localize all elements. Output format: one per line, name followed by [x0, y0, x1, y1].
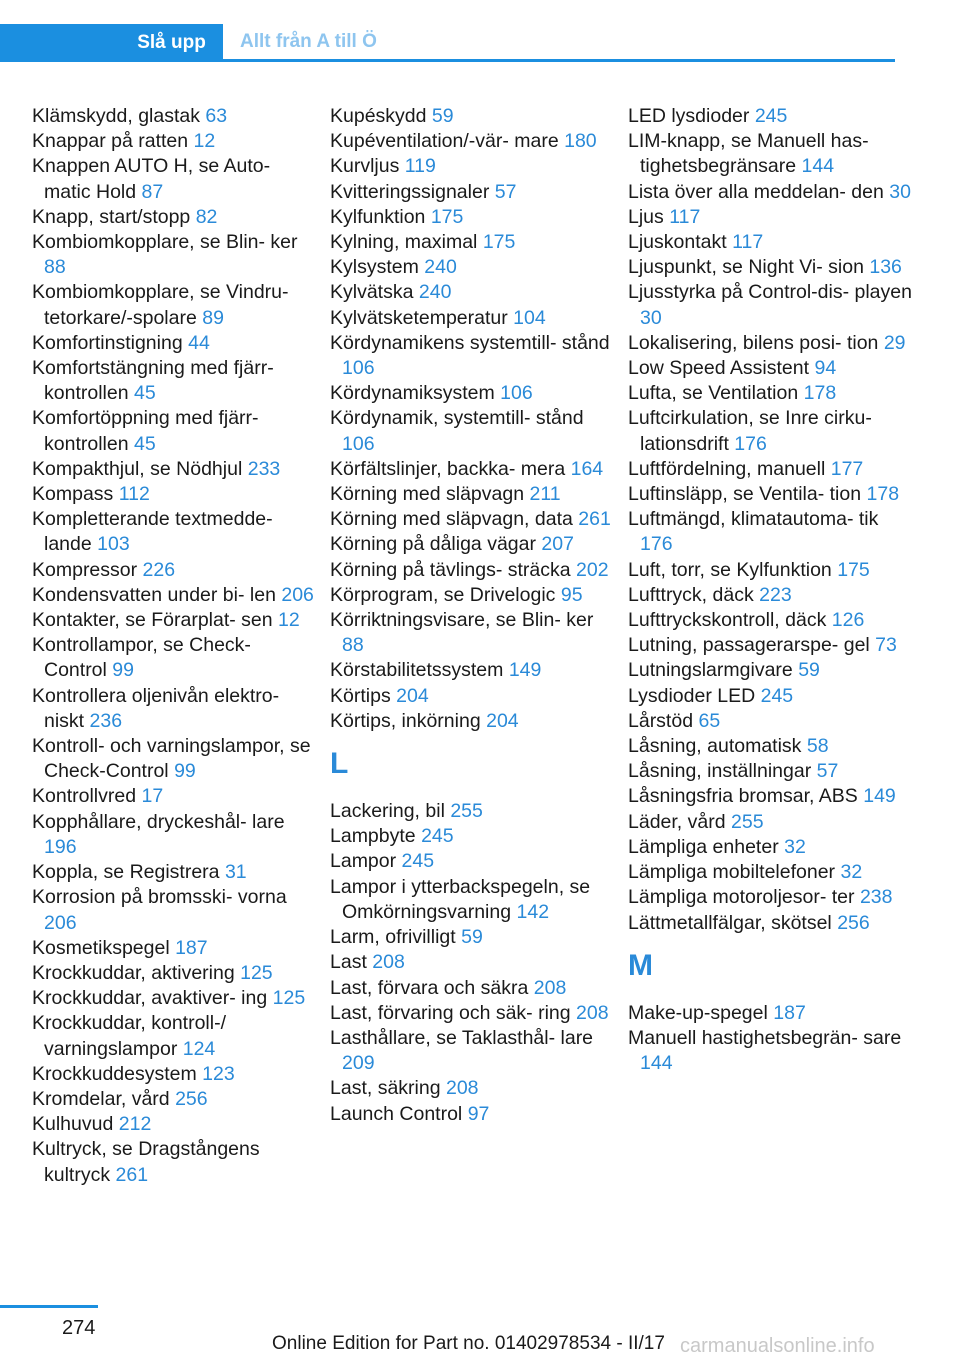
tab-lookup[interactable]: Slå upp	[0, 24, 223, 62]
page-link[interactable]: 208	[576, 1001, 609, 1024]
page-link[interactable]: 256	[175, 1087, 208, 1110]
index-entry-text: Komfortstängning med fjärr‐ kontrollen	[32, 357, 274, 405]
index-entry-text: Kördynamik, systemtill‐ stånd	[330, 407, 584, 430]
index-entry-text: Kylsystem	[330, 256, 419, 279]
index-entry-text: Kopphållare, dryckeshål‐ lare	[32, 810, 285, 833]
page-link[interactable]: 149	[863, 785, 896, 808]
index-entry-text: Kördynamiksystem	[330, 382, 495, 405]
page-link[interactable]: 206	[44, 911, 77, 934]
page-link[interactable]: 88	[342, 634, 364, 657]
index-entry-text: Lämpliga enheter	[628, 835, 779, 858]
index-letter-heading: L	[330, 747, 349, 781]
index-entry-text: LED lysdioder	[628, 105, 750, 127]
watermark: carmanualsonline.info	[680, 1335, 875, 1357]
index-entry-text: Krockkuddar, aktivering	[32, 961, 235, 984]
index-entry	[32, 936, 317, 961]
page-link[interactable]: 238	[859, 886, 893, 909]
index-entry-text: Ljus	[628, 205, 664, 228]
page-link[interactable]: 57	[816, 760, 839, 783]
index-entry	[32, 230, 317, 280]
index-entry	[32, 986, 317, 1011]
page-link[interactable]: 99	[112, 659, 134, 682]
page-link[interactable]: 208	[533, 976, 567, 999]
page-link[interactable]: 29	[883, 331, 906, 354]
page-link[interactable]: 175	[837, 558, 870, 581]
page-link[interactable]: 196	[44, 835, 77, 858]
page-link[interactable]: 65	[698, 709, 721, 732]
page-link[interactable]: 32	[840, 861, 863, 884]
page-link[interactable]: 12	[193, 130, 216, 153]
page-link[interactable]: 187	[773, 1001, 806, 1024]
page-link[interactable]: 226	[142, 558, 176, 581]
page-link[interactable]: 144	[640, 1052, 673, 1075]
index-entry-text: Lampor i ytterbackspegeln, se Omkörningsvarning	[330, 875, 591, 923]
index-entry-text: Kontrollvred	[32, 785, 137, 808]
index-entry	[330, 180, 615, 205]
index-entry-text: Krockkuddesystem	[32, 1062, 197, 1085]
index-entry-text: Körprogram, se Drivelogic	[330, 583, 556, 606]
index-entry	[330, 331, 615, 381]
index-entry	[32, 457, 317, 482]
page-link[interactable]: 106	[342, 357, 375, 380]
page-link[interactable]: 103	[97, 533, 130, 556]
index-entry-text: Ljuspunkt, se Night Vi‐ sion	[628, 256, 864, 279]
index-entry	[330, 1026, 615, 1076]
index-entry	[32, 885, 317, 935]
index-entry-text: Kombiomkopplare, se Vindru‐ tetorkare/-spolare	[32, 281, 289, 329]
index-entry	[330, 1001, 615, 1026]
index-entry-text: Körning med släpvagn, data	[330, 508, 573, 531]
page-link[interactable]: 178	[866, 483, 900, 506]
page-link[interactable]: 177	[830, 457, 864, 480]
page-link[interactable]: 63	[205, 105, 228, 127]
page-link[interactable]: 211	[529, 483, 561, 506]
index-entry-text: Last	[330, 951, 367, 974]
index-entry-text: Kosmetikspegel	[32, 936, 170, 959]
page-link[interactable]: 104	[513, 306, 546, 329]
page-link[interactable]: 164	[570, 457, 604, 480]
page-link[interactable]: 208	[372, 951, 405, 974]
page-link[interactable]: 245	[754, 105, 788, 127]
index-entry	[32, 784, 317, 809]
index-entry	[628, 356, 913, 381]
page-link[interactable]: 59	[461, 926, 483, 949]
index-entry-text: Körstabilitetssystem	[330, 659, 504, 682]
index-entry	[628, 608, 913, 633]
index-entry	[330, 824, 615, 849]
index-entry-text: Last, säkring	[330, 1077, 441, 1100]
index-entry	[32, 1112, 317, 1137]
page-link[interactable]: 208	[445, 1077, 479, 1100]
index-entry	[330, 925, 615, 950]
index-entry-text: Komfortinstigning	[32, 331, 183, 354]
index-entry-text: Knapp, start/stopp	[32, 205, 191, 228]
index-entry-text: Kylning, maximal	[330, 231, 478, 254]
page-link[interactable]: 236	[89, 709, 123, 732]
page-link[interactable]: 59	[798, 659, 820, 682]
index-entry	[628, 784, 913, 809]
page-link[interactable]: 97	[467, 1102, 490, 1125]
index-entry-text: Luftcirkulation, se Inre cirku‐ lationsdrift	[628, 407, 872, 455]
index-entry	[330, 381, 615, 406]
index-entry-text: Last, förvaring och säk‐ ring	[330, 1001, 571, 1024]
index-entry	[330, 608, 615, 658]
index-entry-text: Lasthållare, se Taklasthål‐ lare	[330, 1026, 594, 1049]
index-entry	[32, 129, 317, 154]
page-link[interactable]: 117	[669, 205, 701, 228]
index-entry	[330, 1076, 615, 1101]
index-entry	[628, 406, 913, 456]
index-entry	[628, 507, 913, 557]
index-entry	[32, 1137, 317, 1187]
index-entry	[628, 658, 913, 683]
index-entry	[628, 180, 913, 205]
index-entry	[330, 875, 615, 925]
index-entry	[330, 205, 615, 230]
index-column-2	[330, 104, 615, 1127]
page-link[interactable]: 126	[831, 609, 865, 632]
index-entry-text: Låsningsfria bromsar, ABS	[628, 785, 858, 808]
index-entry	[628, 1026, 913, 1076]
index-entry-text: Klämskydd, glastak	[32, 105, 200, 127]
page-link[interactable]: 144	[801, 155, 835, 178]
index-entry	[32, 280, 317, 330]
index-entry	[330, 406, 615, 456]
page-link[interactable]: 106	[500, 382, 533, 405]
header-bar	[0, 24, 895, 62]
index-entry-text: Lokalisering, bilens posi‐ tion	[628, 331, 879, 354]
index-entry	[628, 835, 913, 860]
tab-a-to-z[interactable]: Allt från A till Ö	[240, 30, 377, 52]
index-entry	[628, 583, 913, 608]
index-entry	[32, 684, 317, 734]
page-link[interactable]: 204	[486, 709, 519, 732]
index-entry	[628, 734, 913, 759]
index-entry	[628, 230, 913, 255]
page-link[interactable]: 206	[281, 583, 314, 606]
page-link[interactable]: 45	[133, 382, 156, 405]
page-link[interactable]: 202	[576, 558, 609, 581]
index-entry-text: Körriktningsvisare, se Blin‐ ker	[330, 609, 594, 632]
index-entry	[32, 406, 317, 456]
page-link[interactable]: 149	[508, 659, 542, 682]
index-entry-text: Ljusstyrka på Control-dis‐ playen	[628, 281, 912, 304]
index-entry-text: Kromdelar, vård	[32, 1087, 170, 1110]
page-link[interactable]: 73	[875, 634, 897, 657]
page-link[interactable]: 12	[278, 609, 300, 632]
index-entry	[330, 658, 615, 683]
index-entry-text: Lista över alla meddelan‐ den	[628, 180, 884, 203]
page-link[interactable]: 94	[814, 357, 837, 380]
page-link[interactable]: 59	[431, 105, 454, 127]
header-divider	[0, 59, 895, 62]
page-link[interactable]: 261	[115, 1163, 149, 1186]
index-entry	[32, 860, 317, 885]
index-entry-text: Lämpliga motoroljesor‐ ter	[628, 886, 855, 909]
index-entry	[330, 306, 615, 331]
page-link[interactable]: 187	[175, 936, 208, 959]
index-entry	[628, 482, 913, 507]
index-entry	[628, 911, 913, 936]
index-entry	[32, 205, 317, 230]
page-link[interactable]: 178	[803, 382, 837, 405]
index-entry-text: Knappar på ratten	[32, 130, 189, 153]
page-link[interactable]: 88	[44, 256, 66, 279]
index-entry	[628, 381, 913, 406]
page-link[interactable]: 95	[560, 583, 583, 606]
index-entry-text: Körning på tävlings‐ sträcka	[330, 558, 571, 581]
index-entry	[628, 810, 913, 835]
page-link[interactable]: 117	[732, 231, 764, 254]
index-entry	[330, 583, 615, 608]
index-entry-text: Kvitteringssignaler	[330, 180, 490, 203]
index-entry	[32, 633, 317, 683]
page-link[interactable]: 32	[784, 835, 806, 858]
page-link[interactable]: 212	[118, 1113, 152, 1136]
index-entry	[628, 255, 913, 280]
page-link[interactable]: 142	[516, 900, 550, 923]
index-entry	[330, 709, 615, 734]
page-link[interactable]: 99	[174, 760, 196, 783]
index-entry-text: Lämpliga mobiltelefoner	[628, 861, 836, 884]
index-entry	[32, 810, 317, 860]
page-link[interactable]: 223	[759, 583, 792, 606]
index-entry-text: Kupéventilation/-vär‐ mare	[330, 130, 559, 153]
index-entry	[330, 280, 615, 305]
index-entry	[628, 558, 913, 583]
index-entry	[330, 950, 615, 975]
index-entry-text: Larm, ofrivilligt	[330, 926, 456, 949]
edition-text: Online Edition for Part no. 01402978534 - II/17	[272, 1333, 665, 1354]
page-link[interactable]: 245	[760, 684, 794, 707]
index-entry-text: Kupéskydd	[330, 105, 427, 127]
index-entry-text: Lufta, se Ventilation	[628, 382, 799, 405]
index-letter-heading: M	[628, 948, 653, 982]
index-entry-text: Körtips	[330, 684, 391, 707]
index-entry-text: Make-up-spegel	[628, 1001, 768, 1024]
index-entry-text: Kylvätska	[330, 281, 414, 304]
index-entry-text: Lampor	[330, 850, 397, 873]
index-entry-text: Lufttryckskontroll, däck	[628, 609, 827, 632]
index-entry	[330, 976, 615, 1001]
page-link[interactable]: 125	[240, 961, 273, 984]
page-link[interactable]: 175	[482, 231, 516, 254]
index-entry	[330, 558, 615, 583]
index-entry	[330, 154, 615, 179]
index-entry-text: Low Speed Assistent	[628, 357, 810, 380]
index-entry-text: Körtips, inkörning	[330, 709, 481, 732]
index-entry-text: Kondensvatten under bi‐ len	[32, 583, 276, 606]
index-entry-text: Luft, torr, se Kylfunktion	[628, 558, 832, 581]
index-entry-text: Luftfördelning, manuell	[628, 457, 826, 480]
index-entry	[628, 205, 913, 230]
index-entry-text: Kompressor	[32, 558, 138, 581]
page-link[interactable]: 89	[202, 306, 224, 329]
page-link[interactable]: 136	[869, 256, 902, 279]
index-entry-text: Kompletterande textmedde‐ lande	[32, 508, 273, 556]
index-entry	[628, 280, 913, 330]
index-entry-text: Lufttryck, däck	[628, 583, 754, 606]
page-link[interactable]: 233	[247, 457, 281, 480]
index-entry-text: Kontrollampor, se Check- Control	[32, 634, 251, 682]
index-entry	[32, 583, 317, 608]
page-link[interactable]: 245	[421, 825, 454, 848]
index-entry-text: Lättmetallfälgar, skötsel	[628, 911, 832, 934]
index-entry	[32, 734, 317, 784]
index-entry	[330, 507, 615, 532]
index-entry	[628, 885, 913, 910]
index-entry	[32, 558, 317, 583]
page-link[interactable]: 45	[133, 432, 156, 455]
page-link[interactable]: 256	[837, 911, 870, 934]
index-entry-text: Lampbyte	[330, 825, 416, 848]
page-link[interactable]: 57	[494, 180, 517, 203]
index-entry-text: Krockkuddar, kontroll-/ varningslampor	[32, 1012, 227, 1060]
index-entry-text: Lutning, passagerarspe‐ gel	[628, 634, 870, 657]
index-entry-text: Låsning, inställningar	[628, 760, 812, 783]
index-entry	[330, 457, 615, 482]
index-entry	[330, 255, 615, 280]
index-entry	[330, 129, 615, 154]
index-entry-text: Kulhuvud	[32, 1113, 114, 1136]
page-link[interactable]: 125	[272, 987, 306, 1010]
index-entry-text: Luftinsläpp, se Ventila‐ tion	[628, 483, 862, 506]
index-entry-text: Kultryck, se Dragstångens kultryck	[32, 1138, 260, 1186]
page-link[interactable]: 124	[182, 1037, 216, 1060]
index-entry	[330, 482, 615, 507]
index-entry	[628, 633, 913, 658]
index-entry-text: Läder, vård	[628, 810, 726, 833]
index-entry	[32, 608, 317, 633]
index-entry	[628, 684, 913, 709]
index-entry-text: Last, förvara och säkra	[330, 976, 529, 999]
page-link[interactable]: 204	[396, 684, 429, 707]
index-entry-text: Manuell hastighetsbegrän‐ sare	[628, 1026, 902, 1049]
index-entry-text: Luftmängd, klimatautoma‐ tik	[628, 508, 879, 531]
index-entry	[628, 860, 913, 885]
index-entry-text: Körning på dåliga vägar	[330, 533, 536, 556]
index-entry	[32, 1011, 317, 1061]
page-link[interactable]: 207	[541, 533, 574, 556]
page-link[interactable]: 44	[188, 331, 210, 354]
index-entry-text: Launch Control	[330, 1102, 463, 1125]
page-link[interactable]: 240	[418, 281, 452, 304]
index-entry	[330, 104, 615, 129]
page-link[interactable]: 240	[424, 256, 457, 279]
page-link[interactable]: 58	[806, 735, 829, 758]
index-entry	[32, 104, 317, 129]
index-entry	[330, 849, 615, 874]
page-link[interactable]: 112	[118, 483, 150, 506]
page-link[interactable]: 176	[640, 533, 673, 556]
index-entry-text: Kompass	[32, 483, 114, 506]
page-link[interactable]: 176	[734, 432, 767, 455]
index-entry-text: Lysdioder LED	[628, 684, 756, 707]
index-entry	[32, 154, 317, 204]
index-entry-text: Körfältslinjer, backka‐ mera	[330, 457, 566, 480]
index-entry-text: Lutningslarmgivare	[628, 659, 793, 682]
index-entry	[628, 1001, 913, 1026]
index-entry-text: Kylfunktion	[330, 205, 426, 228]
index-entry	[628, 759, 913, 784]
index-entry	[628, 129, 913, 179]
index-entry-text: Kontroll- och varningslampor, se Check-Control	[32, 735, 311, 783]
page-link[interactable]: 180	[564, 130, 597, 153]
page-link[interactable]: 87	[141, 180, 164, 203]
footer-divider	[0, 1305, 98, 1308]
index-entry-text: Kombiomkopplare, se Blin‐ ker	[32, 231, 298, 254]
index-entry	[32, 507, 317, 557]
index-entry	[32, 331, 317, 356]
index-entry-text: Krockkuddar, avaktiver‐ ing	[32, 987, 268, 1010]
page-link[interactable]: 82	[195, 205, 218, 228]
index-entry	[32, 356, 317, 406]
index-entry	[628, 331, 913, 356]
index-entry-text: Koppla, se Registrera	[32, 861, 220, 884]
page-link[interactable]: 31	[224, 861, 247, 884]
index-entry	[628, 709, 913, 734]
index-entry-text: Kontakter, se Förarplat‐ sen	[32, 609, 273, 632]
index-entry-text: Kompakthjul, se Nödhjul	[32, 457, 243, 480]
index-entry	[330, 1102, 615, 1127]
page-link[interactable]: 175	[430, 205, 464, 228]
index-entry-text: Kurvljus	[330, 155, 400, 178]
page-link[interactable]: 209	[342, 1052, 375, 1075]
page-link[interactable]: 245	[401, 850, 435, 873]
page-link[interactable]: 17	[141, 785, 164, 808]
index-entry-text: Lårstöd	[628, 709, 694, 732]
page-link[interactable]: 30	[640, 306, 662, 329]
index-entry-text: Ljuskontakt	[628, 231, 727, 254]
index-entry	[330, 230, 615, 255]
index-entry-text: Kylvätsketemperatur	[330, 306, 508, 329]
page-link[interactable]: 255	[731, 810, 764, 833]
index-entry-text: Kontrollera oljenivån elektro‐ niskt	[32, 684, 280, 732]
index-entry-text: Körning med släpvagn	[330, 483, 525, 506]
index-entry	[330, 799, 615, 824]
index-entry	[32, 1087, 317, 1112]
page-link[interactable]: 261	[578, 508, 611, 531]
index-entry-text: Låsning, automatisk	[628, 735, 802, 758]
index-entry	[32, 1062, 317, 1087]
index-entry-text: Knappen AUTO H, se Auto‐ matic Hold	[32, 155, 271, 203]
index-entry	[32, 482, 317, 507]
page-link[interactable]: 106	[342, 432, 375, 455]
page-link[interactable]: 30	[889, 180, 911, 203]
index-entry	[32, 961, 317, 986]
index-entry-text: Korrosion på bromsski‐ vorna	[32, 886, 287, 909]
page-number: 274	[62, 1317, 96, 1339]
page-link[interactable]: 123	[202, 1062, 235, 1085]
index-column-1	[32, 104, 317, 1188]
page-link[interactable]: 255	[450, 800, 483, 823]
index-entry-text: Kördynamikens systemtill‐ stånd	[330, 331, 610, 354]
index-entry	[628, 457, 913, 482]
index-entry-text: Lackering, bil	[330, 800, 445, 823]
index-column-3	[628, 104, 913, 1076]
index-entry	[330, 532, 615, 557]
index-entry-text: LIM-knapp, se Manuell has‐ tighetsbegränsare	[628, 130, 869, 178]
page-link[interactable]: 119	[404, 155, 436, 178]
index-entry	[330, 684, 615, 709]
index-entry-text: Komfortöppning med fjärr‐ kontrollen	[32, 407, 259, 455]
index-entry	[628, 104, 913, 129]
